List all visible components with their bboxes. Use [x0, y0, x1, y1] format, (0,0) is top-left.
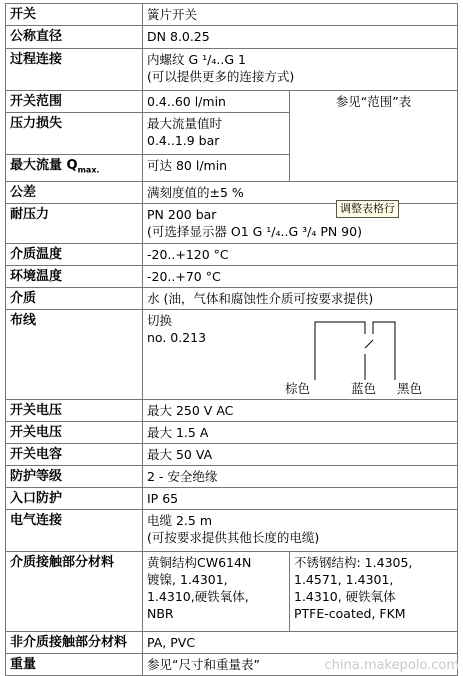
table-row — [6, 399, 458, 421]
row-label: 公差 — [6, 181, 143, 203]
row-label: 最大流量 $Q_{max.}$ — [6, 155, 143, 182]
row-value — [143, 309, 458, 399]
row-value: 0.4..60 l/min — [143, 91, 290, 113]
row-label: 电气连接 — [6, 509, 143, 551]
row-value: PA, PVC — [143, 631, 458, 653]
row-label: 开关电容 — [6, 443, 143, 465]
value-line: (可以提供更多的连接方式) — [147, 69, 295, 84]
row-label: 压力损失 — [6, 113, 143, 155]
row-label: 布线 — [6, 309, 143, 399]
table-row — [6, 287, 458, 309]
row-label: 防护等级 — [6, 465, 143, 487]
value-line: 1.4310, 硬铁氧体 — [294, 588, 396, 604]
row-label: 环境温度 — [6, 265, 143, 287]
row-label: 重量 — [6, 653, 143, 675]
row-value: DN 8.0.25 — [143, 26, 458, 49]
row-label: 耐压力 — [6, 203, 143, 243]
table-row — [6, 243, 458, 265]
row-value: 参见“尺寸和重量表” — [143, 653, 458, 675]
row-value: 2 - 安全绝缘 — [143, 465, 458, 487]
see-range-note: 参见“范围”表 — [290, 91, 458, 182]
table-row — [6, 551, 458, 631]
value-line: NBR — [147, 605, 174, 621]
row-value: 最大 50 VA — [143, 443, 458, 465]
value-line: 黄铜结构CW614N — [147, 554, 252, 570]
row-value — [143, 509, 458, 551]
watermark: china.makepolo.com — [324, 658, 459, 673]
table-row — [6, 631, 458, 653]
value-line: 内螺纹 G ¹/₄..G 1 — [147, 52, 246, 67]
table-row — [6, 509, 458, 551]
wire-label-blue: 蓝色 — [351, 380, 377, 396]
row-label: 公称直径 — [6, 26, 143, 49]
row-value-stainless — [290, 551, 458, 631]
row-label: 开关电压 — [6, 399, 143, 421]
value-line: 1.4310,硬铁氧体, — [147, 588, 249, 604]
row-label: 非介质接触部分材料 — [6, 631, 143, 653]
wiring-cell — [147, 312, 453, 396]
row-value: 最大 250 V AC — [143, 399, 458, 421]
row-value: 最大 1.5 A — [143, 421, 458, 443]
table-row — [6, 4, 458, 26]
wire-brown — [315, 322, 365, 380]
value-line: 不锈钢结构: 1.4305, — [294, 554, 413, 570]
row-value — [143, 49, 458, 91]
table-row — [6, 26, 458, 49]
row-label: 过程连接 — [6, 49, 143, 91]
value-line: 0.4..1.9 bar — [147, 133, 220, 148]
row-value — [143, 113, 290, 155]
table-row — [6, 487, 458, 509]
row-label: 入口防护 — [6, 487, 143, 509]
table-row — [6, 265, 458, 287]
value-line: no. 0.213 — [147, 329, 207, 345]
row-label: 开关电压 — [6, 421, 143, 443]
wire-label-black: 黑色 — [397, 380, 423, 396]
value-line: 切换 — [147, 312, 173, 328]
table-row — [6, 309, 458, 399]
value-line: 电缆 2.5 m — [147, 512, 213, 528]
value-line: (可按要求提供其他长度的电缆) — [147, 529, 320, 545]
value-line: (可选择显示器 O1 G ¹/₄..G ³/₄ PN 90) — [147, 223, 362, 239]
value-line: 镀镍, 1.4301, — [147, 571, 228, 587]
table-row — [6, 91, 458, 113]
value-line: 最大流量值时 — [147, 116, 223, 131]
row-value: -20..+70 °C — [143, 265, 458, 287]
value-line: PN 200 bar — [147, 206, 217, 222]
row-label: 开关 — [6, 4, 143, 26]
table-row — [6, 421, 458, 443]
row-value: 簧片开关 — [143, 4, 458, 26]
spec-table — [5, 3, 458, 676]
value-line: PTFE-coated, FKM — [294, 605, 406, 621]
row-value: IP 65 — [143, 487, 458, 509]
row-value-brass — [143, 551, 290, 631]
switch-contact — [365, 340, 373, 348]
adjust-row-tooltip: 调整表格行 — [336, 200, 399, 218]
table-row — [6, 49, 458, 91]
row-value: -20..+120 °C — [143, 243, 458, 265]
table-row — [6, 443, 458, 465]
row-label: 介质接触部分材料 — [6, 551, 143, 631]
row-label: 介质 — [6, 287, 143, 309]
wire-black — [373, 322, 395, 380]
row-label: 开关范围 — [6, 91, 143, 113]
row-value: 可达 80 l/min — [143, 155, 290, 182]
row-label: 介质温度 — [6, 243, 143, 265]
value-line: 1.4571, 1.4301, — [294, 571, 394, 587]
row-value — [143, 203, 458, 243]
row-value: 满刻度值的±5 % — [143, 181, 458, 203]
row-value: 水 (油，气体和腐蚀性介质可按要求提供) — [143, 287, 458, 309]
wire-label-brown: 棕色 — [285, 380, 311, 396]
table-row — [6, 465, 458, 487]
